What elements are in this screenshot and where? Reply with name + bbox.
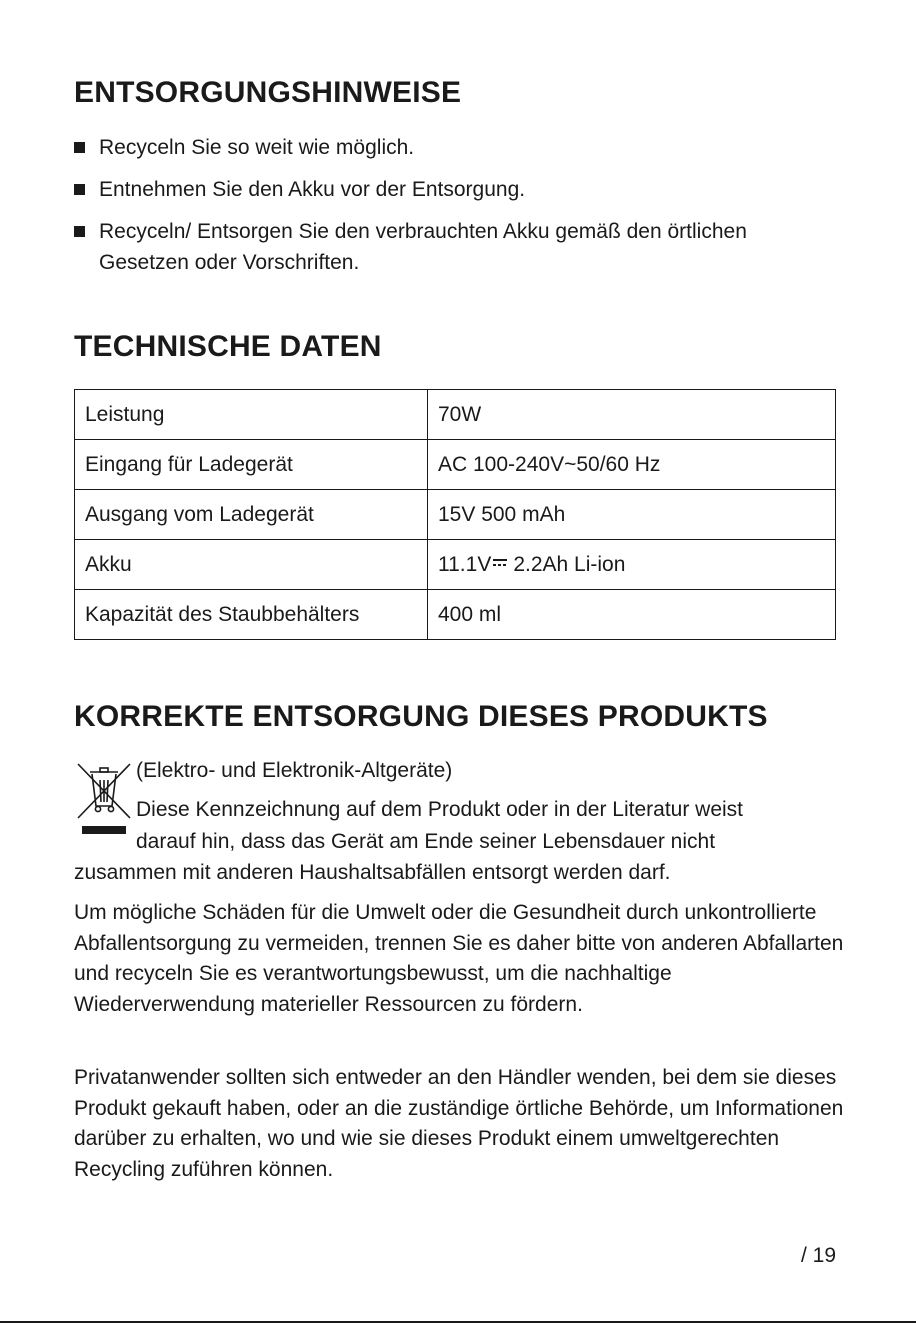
spec-label: Akku: [75, 540, 428, 590]
weee-paragraph: Um mögliche Schäden für die Umwelt oder die Gesundheit durch unkontrollierte Abfallentsorgung zu vermeiden, trennen Sie es daher bitte von anderen Abfallarten und recyceln Sie es verantwortungsbewusst, um die nachhaltige Wiederverwendung materieller Ressourcen zu fördern.: [74, 901, 844, 1016]
bullet-square-icon: [74, 184, 85, 195]
table-row: [75, 390, 836, 440]
specs-heading: TECHNISCHE DATEN: [74, 330, 382, 363]
weee-text-line: Diese Kennzeichnung auf dem Produkt oder in der Literatur weist: [136, 798, 744, 821]
list-item: Recyceln Sie so weit wie möglich.: [74, 132, 836, 163]
spec-label: Ausgang vom Ladegerät: [75, 490, 428, 540]
bullet-square-icon: [74, 142, 85, 153]
page-number: / 19: [800, 1244, 836, 1267]
bullet-square-icon: [74, 226, 85, 237]
weee-text-line: darauf hin, dass das Gerät am Ende seiner Lebensdauer nicht: [136, 830, 716, 853]
specs-table: [74, 389, 836, 640]
spec-value: AC 100-240V~50/60 Hz: [428, 440, 836, 490]
weee-text-line: zusammen mit anderen Haushaltsabfällen entsorgt werden darf.: [74, 861, 671, 884]
spec-value: 70W: [428, 390, 836, 440]
table-row: [75, 490, 836, 540]
direct-current-icon: [493, 558, 507, 568]
weee-paragraph: Privatanwender sollten sich entweder an den Händler wenden, bei dem sie dieses Produkt gekauft haben, oder an die zuständige örtliche Behörde, um Informationen darüber zu erhalten, wo und wie sie dieses Produkt einem umweltgerechten Recycling zuführen können.: [74, 1066, 844, 1181]
list-item: Recyceln/ Entsorgen Sie den verbrauchten Akku gemäß den örtlichen Gesetzen oder Vorschriften.: [74, 216, 836, 278]
spec-value: 11.1V 2.2Ah Li-ion: [428, 540, 836, 590]
spec-value: 15V 500 mAh: [428, 490, 836, 540]
disposal-heading: ENTSORGUNGSHINWEISE: [74, 76, 462, 109]
table-row: [75, 440, 836, 490]
table-row: [75, 590, 836, 640]
weee-heading: KORREKTE ENTSORGUNG DIESES PRODUKTS: [74, 700, 768, 733]
table-row: [75, 540, 836, 590]
spec-label: Kapazität des Staubbehälters: [75, 590, 428, 640]
spec-value: 400 ml: [428, 590, 836, 640]
crossed-out-wheelie-bin-icon: [74, 760, 134, 836]
weee-category: (Elektro- und Elektronik-Altgeräte): [136, 759, 453, 782]
disposal-list: [74, 132, 836, 289]
list-item: Entnehmen Sie den Akku vor der Entsorgung.: [74, 174, 836, 205]
spec-label: Eingang für Ladegerät: [75, 440, 428, 490]
spec-label: Leistung: [75, 390, 428, 440]
